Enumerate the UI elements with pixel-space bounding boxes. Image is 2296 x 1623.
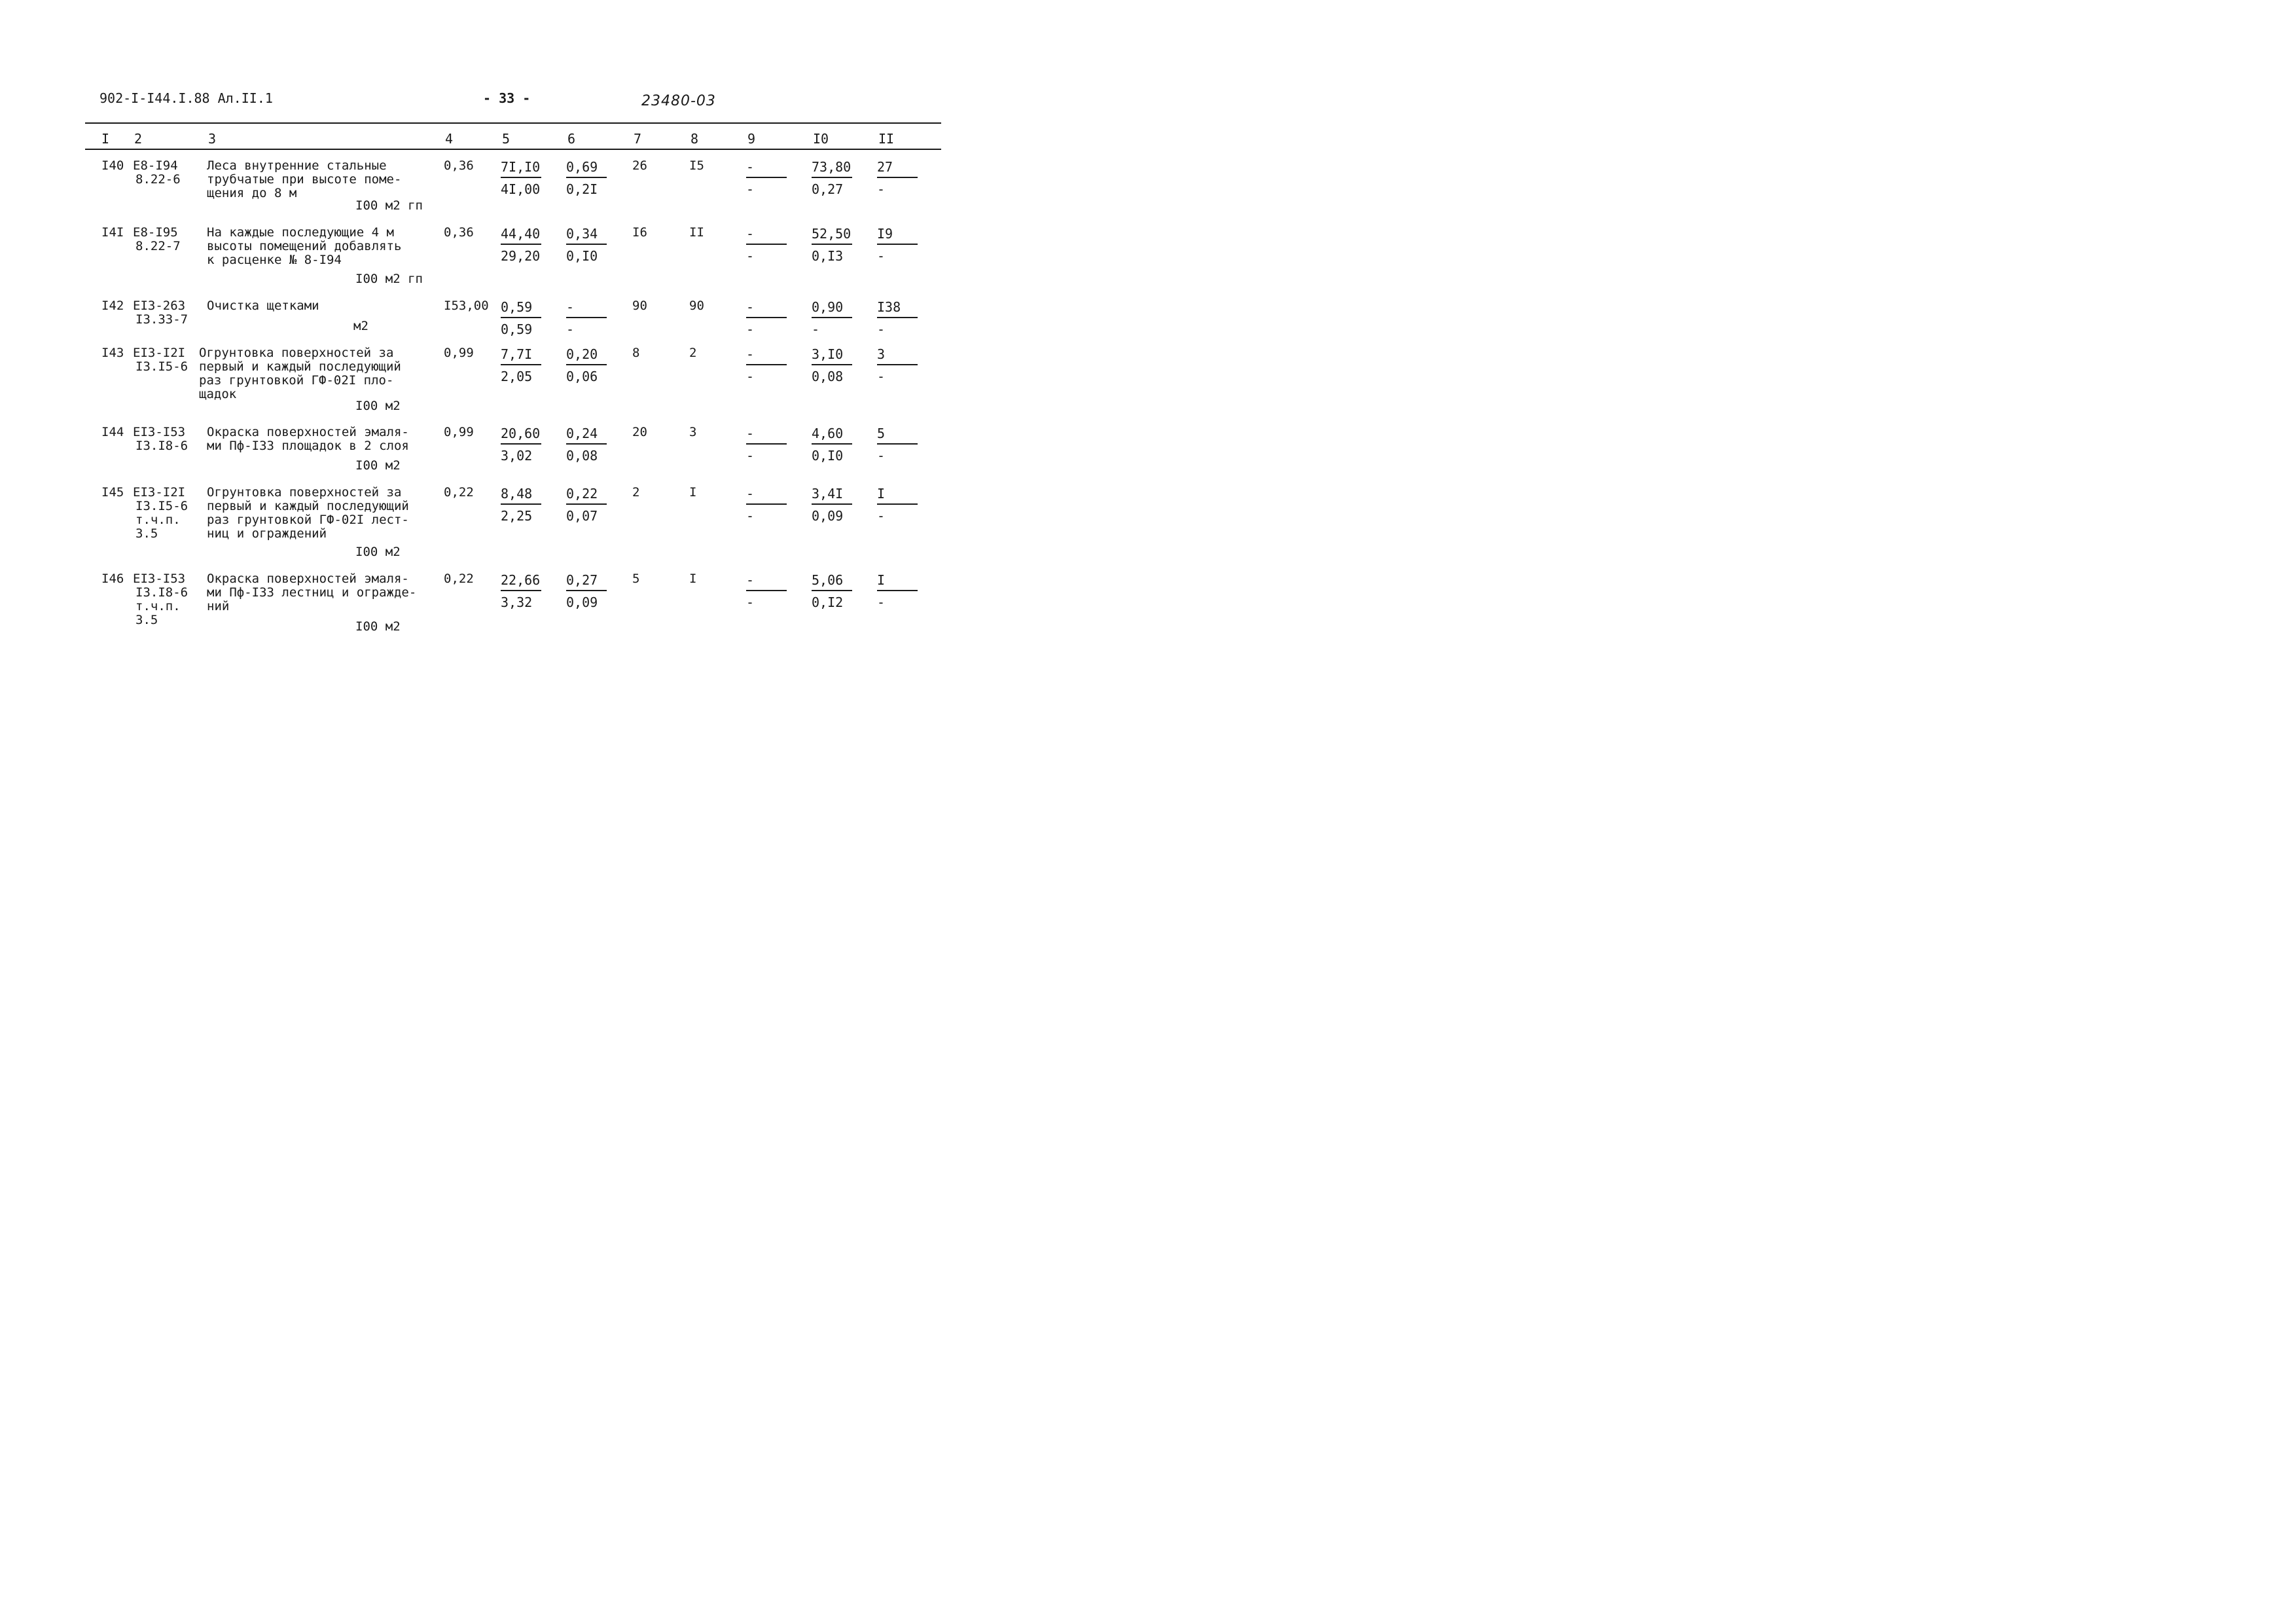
col5-cost (501, 159, 541, 197)
col10-value (812, 159, 852, 197)
rate-code-line: EI3-I2I (133, 485, 186, 500)
col9-value-numerator: - (746, 486, 787, 505)
col6-cost (566, 346, 607, 384)
col5-cost (501, 346, 541, 384)
col9-value (746, 486, 787, 524)
rate-code-line: I3.I8-6 (135, 585, 188, 600)
rate-code (133, 426, 188, 453)
col8-value: 3 (689, 425, 697, 439)
column-number-9: 9 (747, 131, 756, 147)
work-description-line: первый и каждый последующий (199, 359, 401, 374)
quantity: I53,00 (444, 299, 489, 313)
col6-cost-denominator: 0,08 (566, 448, 598, 464)
work-description-line: к расценке № 8-I94 (207, 253, 342, 267)
col6-cost-numerator: 0,24 (566, 426, 607, 445)
quantity: 0,99 (444, 346, 474, 360)
rate-code-line: I3.I5-6 (135, 359, 188, 374)
col6-cost-numerator: 0,22 (566, 486, 607, 505)
column-number-1: I (101, 131, 110, 147)
measurement-unit: I00 м2 (355, 399, 401, 413)
quantity: 0,99 (444, 425, 474, 439)
col10-value-denominator: 0,I2 (812, 594, 844, 610)
column-number-6: 6 (567, 131, 576, 147)
work-description-line: щадок (199, 387, 237, 401)
column-number-11: II (878, 131, 895, 147)
work-description-line: щения до 8 м (207, 186, 297, 200)
rate-code-line: EI3-I53 (133, 425, 186, 439)
col10-value-denominator: - (812, 321, 820, 337)
measurement-unit: м2 (353, 319, 368, 333)
work-description (207, 486, 409, 541)
col9-value (746, 572, 787, 610)
col11-value (877, 346, 918, 384)
col7-value: 90 (632, 299, 647, 313)
col11-value (877, 159, 918, 197)
col10-value (812, 346, 852, 384)
item-number: I43 (101, 346, 124, 360)
col11-value-denominator: - (877, 321, 886, 337)
measurement-unit: I00 м2 гп (355, 198, 423, 213)
column-number-7: 7 (634, 131, 642, 147)
col10-value-numerator: 5,06 (812, 572, 852, 591)
work-description-line: раз грунтовкой ГФ-02I лест- (207, 513, 409, 527)
quantity: 0,22 (444, 485, 474, 500)
col11-value (877, 486, 918, 524)
col6-cost-numerator: - (566, 299, 607, 318)
work-description (207, 572, 416, 613)
col9-value-denominator: - (746, 508, 755, 524)
rate-code (133, 299, 188, 327)
col5-cost-numerator: 8,48 (501, 486, 541, 505)
measurement-unit: I00 м2 гп (355, 272, 423, 286)
col5-cost (501, 226, 541, 264)
col9-value (746, 346, 787, 384)
work-description (207, 159, 401, 200)
work-description-line: Очистка щетками (207, 299, 319, 313)
col6-cost (566, 572, 607, 610)
col6-cost (566, 426, 607, 464)
col10-value-numerator: 73,80 (812, 159, 852, 178)
col10-value (812, 226, 852, 264)
rate-code-line: т.ч.п. (135, 599, 181, 613)
col5-cost-numerator: 22,66 (501, 572, 541, 591)
work-description (207, 299, 319, 313)
col10-value-denominator: 0,I3 (812, 248, 844, 264)
work-description-line: Огрунтовка поверхностей за (199, 346, 394, 360)
col6-cost-denominator: 0,I0 (566, 248, 598, 264)
col11-value-numerator: I9 (877, 226, 918, 245)
col11-value-numerator: 3 (877, 346, 918, 365)
col10-value (812, 426, 852, 464)
rate-code (133, 346, 188, 374)
rate-code-line: т.ч.п. (135, 513, 181, 527)
col6-cost-denominator: 0,09 (566, 594, 598, 610)
col9-value-numerator: - (746, 426, 787, 445)
document-page (0, 0, 1026, 725)
col8-value: 2 (689, 346, 697, 360)
rate-code-line: 3.5 (135, 613, 158, 627)
col7-value: I6 (632, 225, 647, 240)
rate-code (133, 486, 188, 541)
item-number: I46 (101, 572, 124, 586)
rate-code-line: 3.5 (135, 526, 158, 541)
rate-code-line: E8-I95 (133, 225, 178, 240)
col5-cost-numerator: 7,7I (501, 346, 541, 365)
col8-value: I (689, 485, 697, 500)
column-number-3: 3 (208, 131, 217, 147)
col5-cost-numerator: 7I,I0 (501, 159, 541, 178)
col6-cost-denominator: 0,07 (566, 508, 598, 524)
col5-cost-denominator: 3,02 (501, 448, 533, 464)
col11-value-denominator: - (877, 369, 886, 384)
col10-value-denominator: 0,I0 (812, 448, 844, 464)
col11-value-denominator: - (877, 594, 886, 610)
col11-value-denominator: - (877, 181, 886, 197)
col10-value-denominator: 0,09 (812, 508, 844, 524)
work-description-line: Огрунтовка поверхностей за (207, 485, 402, 500)
col11-value-numerator: 5 (877, 426, 918, 445)
rate-code (133, 572, 188, 627)
work-description (207, 226, 401, 267)
page-number: - 33 - (483, 90, 531, 106)
col5-cost-denominator: 0,59 (501, 321, 533, 337)
col11-value (877, 299, 918, 337)
col10-value-numerator: 3,4I (812, 486, 852, 505)
measurement-unit: I00 м2 (355, 545, 401, 559)
col11-value (877, 226, 918, 264)
col10-value (812, 486, 852, 524)
col9-value-denominator: - (746, 594, 755, 610)
col10-value (812, 299, 852, 337)
rate-code-line: I3.I5-6 (135, 499, 188, 513)
item-number: I44 (101, 425, 124, 439)
col9-value-numerator: - (746, 299, 787, 318)
measurement-unit: I00 м2 (355, 458, 401, 473)
work-description-line: раз грунтовкой ГФ-02I пло- (199, 373, 394, 388)
rate-code-line: I3.33-7 (135, 312, 188, 327)
col10-value-numerator: 3,I0 (812, 346, 852, 365)
col7-value: 20 (632, 425, 647, 439)
col11-value-numerator: I (877, 572, 918, 591)
work-description-line: Леса внутренние стальные (207, 158, 387, 173)
rate-code-line: EI3-I53 (133, 572, 186, 586)
col9-value-numerator: - (746, 159, 787, 178)
rate-code-line: I3.I8-6 (135, 439, 188, 453)
col5-cost-numerator: 44,40 (501, 226, 541, 245)
col7-value: 5 (632, 572, 640, 586)
col5-cost-denominator: 2,25 (501, 508, 533, 524)
quantity: 0,22 (444, 572, 474, 586)
col5-cost (501, 299, 541, 337)
col6-cost (566, 226, 607, 264)
col9-value-numerator: - (746, 572, 787, 591)
table-top-rule (85, 122, 941, 124)
rate-code-line: EI3-I2I (133, 346, 186, 360)
col6-cost-numerator: 0,27 (566, 572, 607, 591)
rate-code (133, 226, 181, 253)
col11-value-numerator: 27 (877, 159, 918, 178)
col5-cost (501, 426, 541, 464)
work-description-line: высоты помещений добавлять (207, 239, 402, 253)
work-description-line: ми Пф-I33 площадок в 2 слоя (207, 439, 409, 453)
col5-cost-denominator: 4I,00 (501, 181, 541, 197)
column-number-8: 8 (691, 131, 699, 147)
table-header-rule (85, 149, 941, 150)
quantity: 0,36 (444, 158, 474, 173)
work-description-line: Окраска поверхностей эмаля- (207, 425, 409, 439)
work-description (207, 426, 409, 453)
col9-value (746, 299, 787, 337)
col11-value-denominator: - (877, 248, 886, 264)
archive-number: 23480-03 (641, 93, 716, 109)
col9-value-denominator: - (746, 448, 755, 464)
col9-value (746, 426, 787, 464)
col8-value: 90 (689, 299, 704, 313)
rate-code-line: 8.22-6 (135, 172, 181, 187)
col5-cost-numerator: 0,59 (501, 299, 541, 318)
col8-value: I5 (689, 158, 704, 173)
col10-value-denominator: 0,08 (812, 369, 844, 384)
col5-cost-denominator: 2,05 (501, 369, 533, 384)
col9-value-denominator: - (746, 181, 755, 197)
col6-cost (566, 299, 607, 337)
work-description-line: трубчатые при высоте поме- (207, 172, 402, 187)
col11-value (877, 572, 918, 610)
measurement-unit: I00 м2 (355, 619, 401, 634)
col5-cost-numerator: 20,60 (501, 426, 541, 445)
col5-cost (501, 486, 541, 524)
col6-cost-denominator: 0,2I (566, 181, 598, 197)
col9-value-numerator: - (746, 346, 787, 365)
item-number: I45 (101, 485, 124, 500)
col7-value: 2 (632, 485, 640, 500)
col9-value-denominator: - (746, 321, 755, 337)
col6-cost-numerator: 0,20 (566, 346, 607, 365)
col6-cost (566, 486, 607, 524)
item-number: I42 (101, 299, 124, 313)
quantity: 0,36 (444, 225, 474, 240)
col10-value-numerator: 0,90 (812, 299, 852, 318)
work-description-line: ний (207, 599, 230, 613)
col10-value-numerator: 4,60 (812, 426, 852, 445)
item-number: I4I (101, 225, 124, 240)
col6-cost-denominator: - (566, 321, 575, 337)
rate-code-line: E8-I94 (133, 158, 178, 173)
col8-value: I (689, 572, 697, 586)
work-description-line: Окраска поверхностей эмаля- (207, 572, 409, 586)
col6-cost-numerator: 0,34 (566, 226, 607, 245)
col11-value-numerator: I (877, 486, 918, 505)
item-number: I40 (101, 158, 124, 173)
work-description-line: первый и каждый последующий (207, 499, 409, 513)
col10-value-numerator: 52,50 (812, 226, 852, 245)
work-description (199, 346, 401, 401)
document-code: 902-I-I44.I.88 Ал.II.1 (99, 90, 273, 106)
column-number-2: 2 (134, 131, 143, 147)
column-number-5: 5 (502, 131, 511, 147)
col5-cost-denominator: 29,20 (501, 248, 541, 264)
col9-value (746, 159, 787, 197)
col6-cost-denominator: 0,06 (566, 369, 598, 384)
work-description-line: ми Пф-I33 лестниц и огражде- (207, 585, 417, 600)
col7-value: 8 (632, 346, 640, 360)
rate-code-line: EI3-263 (133, 299, 186, 313)
col8-value: II (689, 225, 704, 240)
work-description-line: ниц и ограждений (207, 526, 327, 541)
col11-value-numerator: I38 (877, 299, 918, 318)
col6-cost (566, 159, 607, 197)
col9-value-denominator: - (746, 248, 755, 264)
col11-value-denominator: - (877, 448, 886, 464)
column-number-4: 4 (445, 131, 454, 147)
col7-value: 26 (632, 158, 647, 173)
rate-code (133, 159, 181, 187)
col9-value-denominator: - (746, 369, 755, 384)
column-number-10: I0 (813, 131, 829, 147)
col10-value-denominator: 0,27 (812, 181, 844, 197)
col9-value-numerator: - (746, 226, 787, 245)
col11-value (877, 426, 918, 464)
work-description-line: На каждые последующие 4 м (207, 225, 394, 240)
col5-cost (501, 572, 541, 610)
rate-code-line: 8.22-7 (135, 239, 181, 253)
col9-value (746, 226, 787, 264)
col10-value (812, 572, 852, 610)
col11-value-denominator: - (877, 508, 886, 524)
col5-cost-denominator: 3,32 (501, 594, 533, 610)
col6-cost-numerator: 0,69 (566, 159, 607, 178)
